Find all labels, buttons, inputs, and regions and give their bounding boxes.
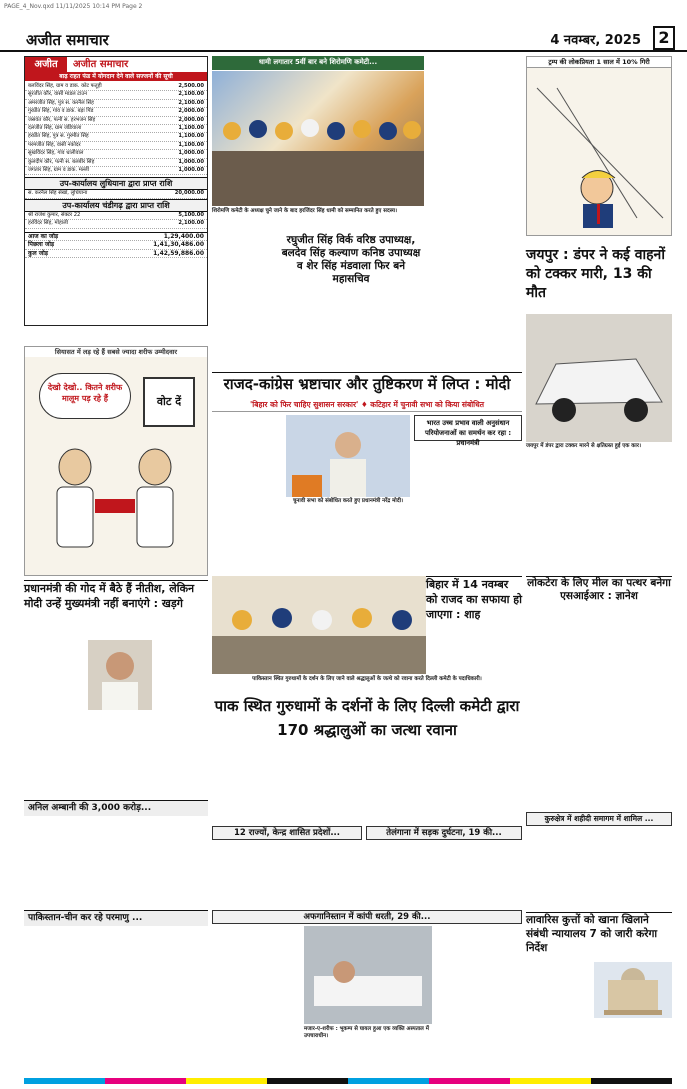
relief-rows xyxy=(25,81,207,175)
cartoon-speech-bubble: देखो देखो.. कितने शरीफ मालूम पड़ रहे हैं xyxy=(39,373,131,419)
relief-sub1: उप-कार्यालय लुधियाना द्वारा प्राप्त राशि xyxy=(25,177,207,190)
relief-row-label: जसवंत कौर, पत्नी स. हरभजन सिंह xyxy=(28,116,96,123)
sgpc-body-right xyxy=(278,298,424,368)
modi-rally-image xyxy=(286,415,410,497)
relief-row-label: सुखविंदर सिंह, गांव धालीवाल xyxy=(28,150,84,157)
relief-row-label: हरप्रीत सिंह, पुत्र स. गुरमीत सिंह xyxy=(28,133,89,140)
relief-row-amount: 1,000.00 xyxy=(178,158,204,165)
cartoon-panel xyxy=(24,346,208,576)
states-headline xyxy=(212,826,362,840)
pak-china-headline-text: पाकिस्तान-चीन कर रहे परमाणु ... xyxy=(28,913,143,923)
sgpc-sub-hl-3: व शेर सिंह मंडवाला फिर बने महासचिव xyxy=(296,260,406,285)
shah-headline-text: बिहार में 14 नवम्बर को राजद का सफाया हो जाएगा : शाह xyxy=(426,578,522,621)
trump-cartoon xyxy=(526,56,672,236)
relief-sub2-row-label: हरविंदर सिंह, मोहाली xyxy=(28,220,68,227)
relief-row-amount: 1,000.00 xyxy=(178,167,204,174)
dogs-headline xyxy=(526,912,672,958)
kharge-headline xyxy=(24,580,208,634)
relief-row xyxy=(25,100,207,108)
ambani-body xyxy=(24,818,208,908)
pak-china-body xyxy=(24,928,208,1072)
relief-row xyxy=(25,133,207,141)
modi-headline-text: राजद-कांग्रेस भ्रष्टाचार और तुष्टिकरण में लिप्त : मोदी xyxy=(223,375,511,393)
sgpc-sub-hl-2: बलदेव सिंह कल्याण कनिष्ठ उपाध्यक्ष xyxy=(281,247,421,259)
relief-row-label: सुरजीत कौर, वासी माडल टाउन xyxy=(28,91,87,98)
lokkatra-body xyxy=(526,618,672,810)
pak-china-headline xyxy=(24,910,208,926)
states-body xyxy=(212,842,362,906)
page-number: 2 xyxy=(653,26,675,50)
afghan-caption: मजार-ए-शरीफ : भूकम्प से घायल हुआ एक व्यक्ति अस्पताल में उपचाराधीन। xyxy=(304,1026,429,1039)
relief-row-amount: 1,100.00 xyxy=(178,125,204,132)
kurukshetra-headline-text: कुरुक्षेत्र में शहीदी समागम में शामिल ... xyxy=(544,814,654,823)
modi-body-left xyxy=(212,415,282,571)
relief-total-row-label: पिछला जोड़ xyxy=(28,241,55,249)
relief-row-label: परमजीत सिंह, वासी नकोदर xyxy=(28,141,81,148)
afghan-body-left xyxy=(212,926,300,1072)
relief-title-b: अजीत समाचार xyxy=(73,59,129,70)
relief-sub1-row-amount: 20,000.00 xyxy=(174,190,204,197)
kharge-headline-text: प्रधानमंत्री की गोद में बैठे हैं नीतीश, लेकिन मोदी उन्हें मुख्यमंत्री नहीं बनाएंगे : खड़गे xyxy=(24,582,195,610)
relief-sub1-rows xyxy=(25,190,207,198)
kurukshetra-body xyxy=(526,828,672,910)
cartoon-figures-illustration xyxy=(35,439,199,569)
relief-sub1-row xyxy=(25,190,207,198)
ambani-headline xyxy=(24,800,208,816)
sgpc-sub-hl-1: रघुजीत सिंह विर्क वरिष्ठ उपाध्यक्ष, xyxy=(286,234,416,246)
relief-row-amount: 1,000.00 xyxy=(178,150,204,157)
relief-row-label: कुलदीप कौर, पत्नी स. बलबीर सिंह xyxy=(28,158,95,165)
shah-headline xyxy=(426,576,522,674)
supreme-court-building-image xyxy=(594,962,672,1018)
modi-photo xyxy=(286,415,410,497)
modi-inset xyxy=(414,415,522,447)
relief-sub2-row-label: श्री राजेश कुमार, सेक्टर 22 xyxy=(28,211,81,218)
relief-total-row xyxy=(25,250,207,258)
dogs-headline-text: लावारिस कुत्तों को खाना खिलाने संबंधी न्यायालय 7 को जारी करेगा निर्देश xyxy=(526,914,658,954)
supreme-court-photo xyxy=(594,962,672,1018)
jaipur-caption: जयपुर में डंपर द्वारा टक्कर मारने से क्षतिग्रस्त हुई एक कार। xyxy=(526,443,642,449)
modi-body-center xyxy=(286,513,410,571)
relief-row-label: बलविंदर सिंह, ग्राम व डाक. कोट फतूही xyxy=(28,83,102,89)
relief-total-row xyxy=(25,241,207,249)
sgpc-body-left xyxy=(212,232,274,368)
relief-sub2-row-amount: 5,100.00 xyxy=(178,211,204,218)
jaipur-headline-text: जयपुर : डंपर ने कई वाहनों को टक्कर मारी, 13 की मौत xyxy=(526,247,665,301)
kurukshetra-headline xyxy=(526,812,672,826)
kharge-body-right xyxy=(88,712,208,796)
relief-row xyxy=(25,150,207,158)
relief-total-row xyxy=(25,233,207,241)
relief-total-row-label: कुल जोड़ xyxy=(28,249,48,257)
injured-person-hospital-image xyxy=(304,926,432,1024)
dogs-body-left xyxy=(526,960,590,1072)
kharge-body-side xyxy=(156,640,208,710)
relief-row xyxy=(25,108,207,116)
lokkatra-headline-text: लोकटेरा के लिए मील का पत्थर बनेगा एसआईआर : ज्ञानेश xyxy=(527,577,671,602)
modi-caption: चुनावी सभा को संबोधित करते हुए प्रधानमंत्री नरेंद्र मोदी। xyxy=(292,498,404,504)
relief-total-row-amount: 1,29,400.00 xyxy=(163,232,204,240)
paper-name: अजीत समाचार xyxy=(26,31,109,49)
relief-row-amount: 2,100.00 xyxy=(178,91,204,98)
kharge-body-left xyxy=(24,636,84,796)
relief-total-row-amount: 1,42,59,886.00 xyxy=(153,249,204,257)
trump-caricature-illustration xyxy=(527,68,673,236)
kharge-portrait-image xyxy=(88,640,152,710)
group-of-people-image xyxy=(212,71,424,206)
jatha-headline-text: पाक स्थित गुरुधामों के दर्शनों के लिए दिल्ली कमेटी द्वारा 170 श्रद्धालुओं का जत्था रवाना xyxy=(214,697,520,739)
masthead xyxy=(0,14,687,52)
modi-body-right xyxy=(414,444,522,571)
sgpc-subheadline xyxy=(278,234,424,296)
telangana-headline xyxy=(366,826,522,840)
ambani-headline-text: अनिल अम्बानी की 3,000 करोड़... xyxy=(28,803,152,813)
modi-subhead: 'बिहार को फिर चाहिए सुशासन सरकार' ♦ कटिहार में चुनावी सभा को किया संबोधित xyxy=(212,398,522,412)
relief-row-amount: 2,500.00 xyxy=(178,83,204,89)
wrecked-car-image xyxy=(526,314,672,442)
relief-subtitle: बाढ़ राहत फंड में योगदान देने वाले सज्जनों की सूची xyxy=(25,72,207,81)
relief-row-amount: 2,000.00 xyxy=(178,108,204,115)
relief-row-amount: 2,000.00 xyxy=(178,116,204,123)
relief-row xyxy=(25,91,207,99)
telangana-headline-text: तेलंगाना में सड़क दुर्घटना, 19 की... xyxy=(386,828,502,838)
relief-total-row-amount: 1,41,30,486.00 xyxy=(153,241,204,249)
lokkatra-headline xyxy=(526,576,672,616)
afghan-headline xyxy=(212,910,522,924)
relief-note xyxy=(25,258,207,296)
relief-fund-box xyxy=(24,56,208,326)
relief-sub2-row-amount: 2,100.00 xyxy=(178,220,204,227)
afghan-headline-text: अफगानिस्तान में कांपी धरती, 29 की... xyxy=(303,912,431,922)
modi-inset-text: भारत उच्च प्रभाव वाली अनुसंधान परियोजनाओं का समर्थन कर रहा : प्रधानमंत्री xyxy=(424,419,512,447)
relief-row xyxy=(25,117,207,125)
cartoon-title: सियासत में लड़ रहे हैं सबसे ज्यादा शरीफ उम्मीदवार xyxy=(25,347,207,357)
dogs-body-right xyxy=(594,1020,672,1072)
sgpc-photo xyxy=(212,71,424,206)
afghan-body-center xyxy=(304,1044,432,1072)
relief-sub2-rows xyxy=(25,212,207,229)
states-headline-text: 12 राज्यों, केन्द्र शासित प्रदेशों... xyxy=(233,828,341,838)
relief-row-label: दलजीत सिंह, ग्राम जंडियाला xyxy=(28,125,82,132)
relief-row xyxy=(25,167,207,175)
afghan-photo xyxy=(304,926,432,1024)
relief-row xyxy=(25,159,207,167)
relief-total-row-label: आज का जोड़ xyxy=(28,232,59,240)
jaipur-headline xyxy=(526,246,672,312)
jaipur-photo xyxy=(526,314,672,442)
relief-row-label: जगतार सिंह, ग्राम व डाक. मल्ली xyxy=(28,167,89,174)
afghan-body-right xyxy=(436,926,522,1072)
relief-title-a: अजीत xyxy=(25,57,67,72)
relief-row-label: गुरप्रीत सिंह, गांव व डाक. बड़ा पिंड xyxy=(28,108,94,115)
relief-totals xyxy=(25,232,207,258)
issue-date: 4 नवम्बर, 2025 xyxy=(550,33,641,48)
kharge-photo xyxy=(88,640,152,710)
sgpc-continued-text xyxy=(428,56,522,368)
jaipur-body xyxy=(526,458,672,566)
sgpc-banner: धामी लगातार 5वीं बार बने शिरोमणि कमेटी... xyxy=(212,56,424,70)
relief-row-amount: 1,100.00 xyxy=(178,141,204,148)
color-registration-bar xyxy=(24,1078,672,1084)
print-slug: PAGE_4_Nov.qxd 11/11/2025 10:14 PM Page 2 xyxy=(4,3,143,10)
telangana-body xyxy=(366,842,522,906)
jatha-caption: पाकिस्तान स्थित गुरुधामों के दर्शन के लिए जाने वाले श्रद्धालुओं के जत्थे को रवाना करते दिल्ली कमेटी के पदाधिकारी। xyxy=(252,676,482,682)
relief-sub2-row xyxy=(25,220,207,228)
cartoon-ballot-box: वोट दें xyxy=(143,377,195,427)
relief-row-label: अमरजीत सिंह, पुत्र स. करनैल सिंह xyxy=(28,99,94,106)
modi-headline xyxy=(212,372,522,396)
trump-cartoon-title: ट्रम्प की लोकप्रियता 1 साल में 10% गिरी xyxy=(527,57,671,68)
relief-row xyxy=(25,142,207,150)
relief-sub1-row-label: स. करनैल सिंह सेखों, लुधियाना xyxy=(28,190,88,197)
relief-row-amount: 2,100.00 xyxy=(178,99,204,106)
relief-sub2: उप-कार्यालय चंडीगढ़ द्वारा प्राप्त राशि xyxy=(25,199,207,212)
relief-row-amount: 1,100.00 xyxy=(178,133,204,140)
sgpc-caption: शिरोमणि कमेटी के अध्यक्ष चुने जाने के बाद हरजिंदर सिंह धामी को सम्मानित करते हुए सदस्य। xyxy=(212,208,398,214)
